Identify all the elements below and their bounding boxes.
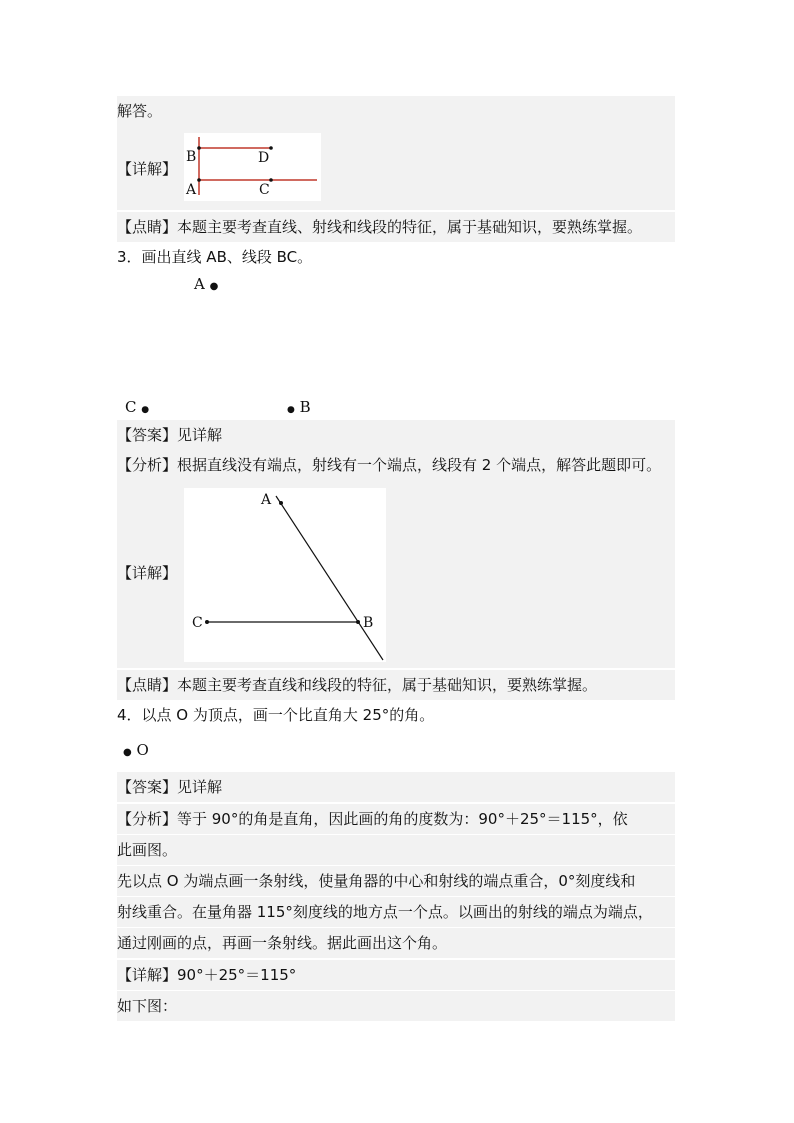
q3-point-C (125, 398, 149, 416)
q4-detail: 【详解】90°＋25°＝115° (117, 960, 675, 990)
q3-answer: 【答案】见详解 (117, 420, 675, 450)
q4-answer: 【答案】见详解 (117, 772, 675, 802)
answer-tail: 解答。 (117, 96, 675, 126)
q3-point-C-label: C (125, 398, 137, 416)
label-B: B (186, 149, 197, 165)
q4-point-O-label: O (136, 741, 149, 759)
dot-icon: ● (209, 281, 219, 292)
q4-point-O (123, 741, 149, 759)
dot-icon: ● (141, 405, 150, 415)
question4-prompt: 4．以点 O 为顶点，画一个比直角大 25°的角。 (117, 706, 435, 724)
line-segment-figure (184, 488, 386, 662)
detail-label: 【详解】 (117, 160, 178, 178)
q4-analysis-3: 先以点 O 为端点画一条射线，使量角器的中心和射线的端点重合，0°刻度线和 (117, 866, 675, 896)
q3-analysis: 【分析】根据直线没有端点，射线有一个端点，线段有 2 个端点，解答此题即可。 (117, 450, 675, 480)
q3-point-B-label: B (299, 398, 311, 416)
fig-label-C: C (192, 615, 203, 631)
rays-figure-svg (184, 133, 321, 201)
dot-icon: ● (287, 405, 295, 415)
q3-detail-label: 【详解】 (117, 564, 178, 582)
q3-point-A (194, 275, 218, 293)
q4-analysis-4: 射线重合。在量角器 115°刻度线的地方点一个点。以画出的射线的端点为端点， (117, 897, 675, 927)
q4-analysis-1: 【分析】等于 90°的角是直角，因此画的角的度数为：90°＋25°＝115°，依 (117, 804, 675, 834)
fig-label-B: B (363, 615, 374, 631)
q3-comment: 【点睛】本题主要考查直线和线段的特征，属于基础知识，要熟练掌握。 (117, 670, 675, 700)
fig-label-A: A (261, 492, 272, 508)
q4-below: 如下图： (117, 991, 675, 1021)
q4-analysis-2: 此画图。 (117, 835, 675, 865)
label-A: A (186, 182, 197, 198)
line-segment-figure-svg (184, 488, 386, 662)
label-C: C (259, 182, 270, 198)
comment-1: 【点睛】本题主要考查直线、射线和线段的特征，属于基础知识，要熟练掌握。 (117, 212, 675, 242)
rays-figure (184, 133, 321, 201)
dot-icon: ● (123, 747, 132, 758)
q3-point-A-label: A (194, 275, 205, 293)
question3-prompt: 3．画出直线 AB、线段 BC。 (117, 248, 313, 266)
label-D: D (258, 150, 270, 166)
q4-analysis-5: 通过刚画的点，再画一条射线。据此画出这个角。 (117, 928, 675, 958)
q3-point-B (287, 398, 311, 416)
